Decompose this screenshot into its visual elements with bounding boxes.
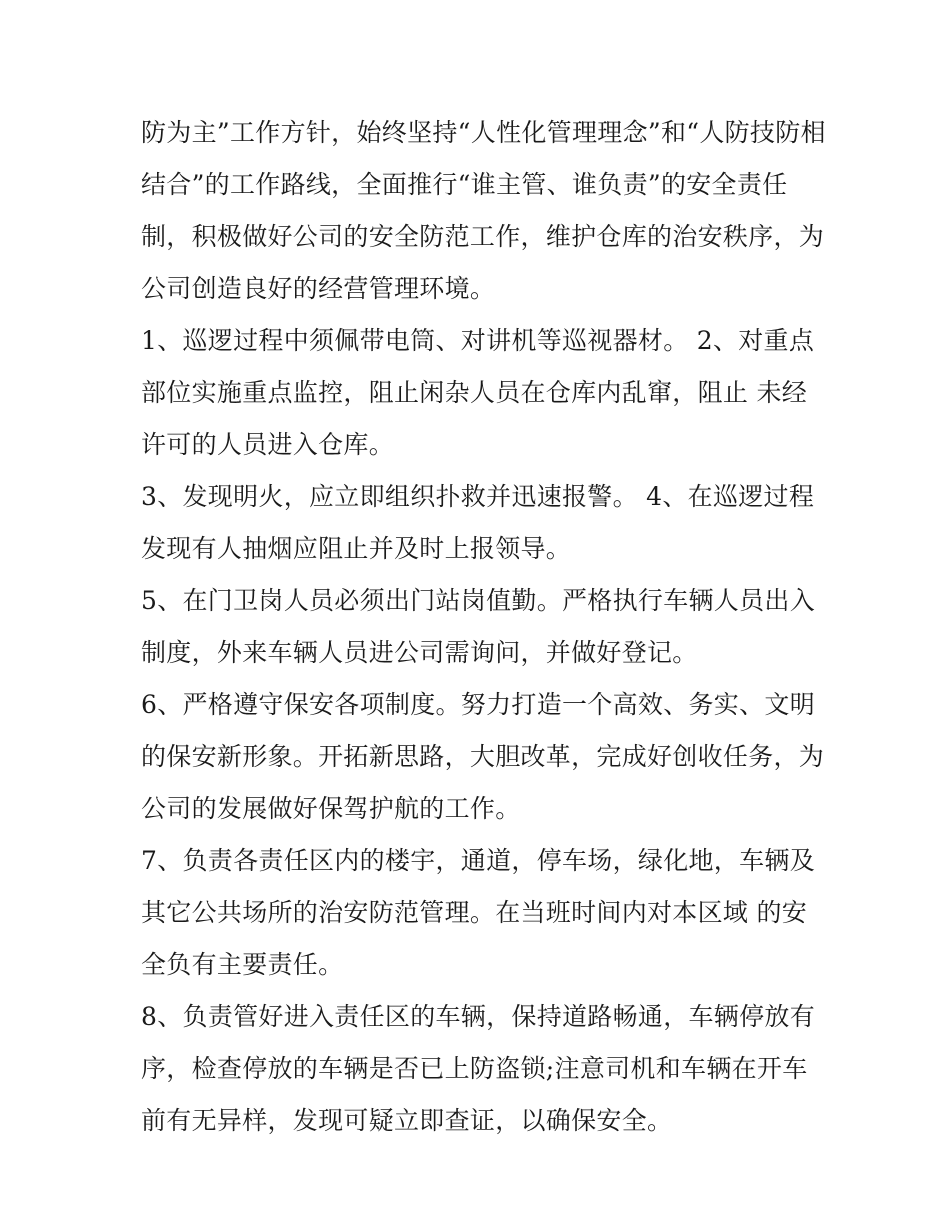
text-line: 其它公共场所的治安防范管理。在当班时间内对本区域 的安 [141, 898, 808, 927]
text-line: 公司的发展做好保驾护航的工作。 [141, 794, 521, 823]
document-body [141, 107, 841, 1147]
text-line: 防为主”工作方针，始终坚持“人性化管理理念”和“人防技防相 [141, 118, 826, 147]
text-line: 制度，外来车辆人员进公司需询问，并做好登记。 [141, 638, 698, 667]
text-line: 发现有人抽烟应阻止并及时上报领导。 [141, 534, 572, 563]
text-line: 部位实施重点监控，阻止闲杂人员在仓库内乱窜，阻止 未经 [141, 378, 808, 407]
text-line: 1、巡逻过程中须佩带电筒、对讲机等巡视器材。 2、对重点 [141, 326, 815, 355]
text-line: 6、严格遵守保安各项制度。努力打造一个高效、务实、文明 [141, 690, 816, 719]
text-line: 5、在门卫岗人员必须出门站岗值勤。严格执行车辆人员出入 [141, 586, 816, 615]
text-line: 的保安新形象。开拓新思路，大胆改革，完成好创收任务，为 [141, 742, 825, 771]
text-line: 8、负责管好进入责任区的车辆，保持道路畅通，车辆停放有 [141, 1002, 816, 1031]
text-line: 序，检查停放的车辆是否已上防盗锁;注意司机和车辆在开车 [141, 1054, 808, 1083]
text-line: 前有无异样，发现可疑立即查证，以确保安全。 [141, 1106, 673, 1135]
text-line: 公司创造良好的经营管理环境。 [141, 274, 496, 303]
text-line: 许可的人员进入仓库。 [141, 430, 395, 459]
text-line: 全负有主要责任。 [141, 950, 344, 979]
text-line: 结合”的工作路线，全面推行“谁主管、谁负责”的安全责任 [141, 170, 788, 199]
text-line: 7、负责各责任区内的楼宇，通道，停车场，绿化地，车辆及 [141, 846, 816, 875]
text-line: 制，积极做好公司的安全防范工作，维护仓库的治安秩序，为 [141, 222, 825, 251]
text-line: 3、发现明火，应立即组织扑救并迅速报警。 4、在巡逻过程 [141, 482, 815, 511]
